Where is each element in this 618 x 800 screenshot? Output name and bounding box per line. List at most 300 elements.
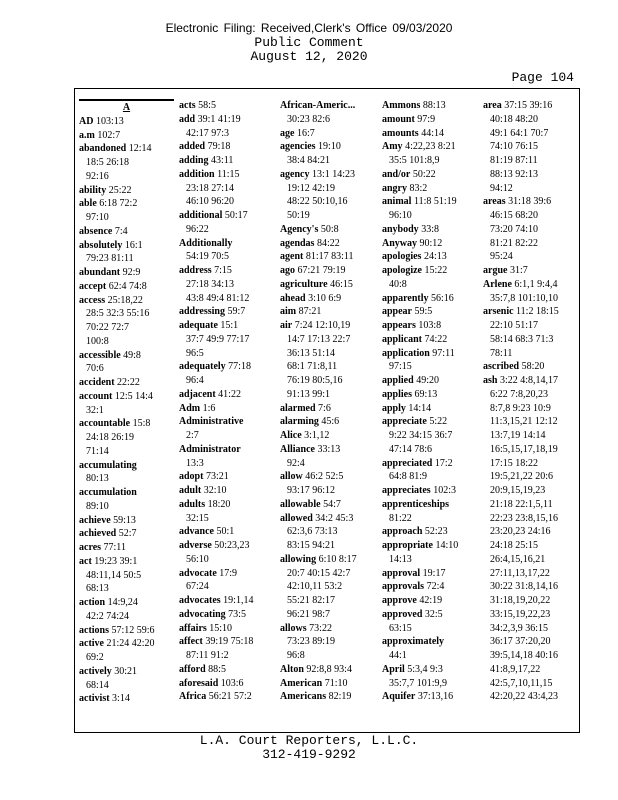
index-continuation-line: 42:20,22 43:4,23 [490,691,559,703]
index-references: 14:10 [432,540,459,551]
index-entry [382,690,477,704]
index-continuation-line: 13:7,19 14:14 [490,430,546,441]
index-word: and/or [382,168,411,180]
index-entry [382,525,477,539]
index-entry [79,239,174,253]
index-continuation-line: 2:7 [186,430,199,441]
index-references: 37:13,16 [415,691,454,703]
index-word: Alton [280,663,304,675]
index-references: 59:5 [412,306,433,318]
index-continuation-line: 46:10 96:20 [186,196,235,208]
index-entry [382,195,477,209]
index-entry [79,376,174,390]
index-word: area [483,100,502,111]
index-word: appears [382,320,416,331]
index-references: 3:1,12 [301,430,330,441]
index-references: 72:4 [424,581,445,593]
index-references: 49:8 [120,349,141,361]
index-entry [382,484,477,498]
index-entry [79,459,174,473]
index-word: accessible [79,349,121,361]
index-word: accident [79,377,115,388]
index-word: accumulation [79,487,137,498]
index-references: 102:7 [94,129,121,141]
index-references: 103:13 [93,115,124,127]
index-entry [179,154,274,168]
index-references: 97:11 [429,347,455,359]
index-word: adopt [179,471,204,483]
index-references: 16:1 [122,239,143,251]
index-continuation-line: 42:2 74:24 [86,610,130,622]
index-entry [382,113,477,127]
index-continuation-line: 40:8 [389,278,407,290]
index-continuation-line: 49:1 64:1 70:7 [490,127,549,139]
index-references: 22:22 [114,377,140,388]
index-word: Anyway [382,237,418,249]
index-entry [179,99,274,113]
index-references: 88:13 [420,100,446,111]
index-continuation-line: 37:7 49:9 77:17 [186,333,250,345]
index-references: 77:18 [225,361,251,373]
index-word: afford [179,663,206,675]
index-entry [179,360,274,374]
index-continuation-line: 27:18 34:13 [186,278,235,290]
index-word: acres [79,542,102,553]
index-entry [179,140,274,154]
index-word: amount [382,113,415,125]
index-word: AD [79,115,94,127]
index-continuation-line: 87:11 91:2 [186,650,229,661]
index-word: account [79,390,113,402]
index-references: 77:11 [101,542,126,553]
index-references: 19:10 [315,141,341,153]
index-continuation-line: 22:23 23:8,15,16 [490,512,559,524]
index-word: actively [79,665,112,677]
footer-phone: 312-419-9292 [262,747,356,762]
index-references: 74:22 [422,333,448,345]
index-references: 37:15 39:16 [501,100,553,111]
index-entry [179,237,274,251]
index-references: 7:6 [315,402,331,414]
index-entry [179,525,274,539]
document-title: Public Comment [254,35,364,50]
index-continuation-line: 42:5,7,10,11,15 [490,677,553,689]
index-continuation-line: 35:5 101:8,9 [389,155,440,166]
index-entry [382,635,477,649]
index-references: 33:13 [315,443,341,455]
index-entry [382,415,477,429]
index-word: agency [280,168,310,180]
index-references: 6:10 8:17 [316,553,357,565]
index-word: approvals [382,581,425,593]
index-references: 45:6 [318,416,340,428]
index-continuation-line: 69:2 [86,652,104,663]
index-references: 6:18 72:2 [96,198,138,210]
index-references: 21:24 42:20 [104,638,155,650]
index-references: 39:19 75:18 [202,636,254,648]
index-continuation-line: 94:12 [490,182,513,194]
index-word: addressing [179,306,225,318]
index-entry [382,374,477,388]
index-continuation-line: 35:7,7 101:9,9 [389,677,448,689]
index-continuation-line: 36:17 37:20,20 [490,636,551,648]
index-continuation-line: 39:5,14,18 40:16 [490,650,559,661]
index-continuation-line: 26:4,15,16,21 [490,553,546,565]
index-word: adequately [179,361,226,373]
index-word: approach [382,526,423,538]
index-continuation-line: 27:11,13,17,22 [490,567,550,579]
index-entry [79,142,174,156]
index-references: 14:9,24 [105,597,138,608]
index-word: added [179,141,206,153]
index-references: 11:2 18:15 [513,306,559,318]
index-references: 69:13 [412,388,438,400]
index-references: 19:1,14 [220,595,254,606]
index-references: 25:22 [106,184,132,196]
index-continuation-line: 67:24 [186,581,209,593]
index-continuation-line: 23:20,23 24:16 [490,526,551,538]
index-entry [179,402,274,416]
index-entry [382,182,477,196]
index-entry [280,677,375,691]
index-continuation-line: 96:4 [186,375,204,386]
index-references: 103:6 [218,677,244,689]
index-entry [280,168,375,182]
index-entry [280,319,375,333]
index-word: appreciates [382,485,431,496]
index-continuation-line: 35:7,8 101:10,10 [490,292,559,304]
index-references: 42:19 [416,595,443,606]
index-word: air [280,320,293,331]
index-entry [79,555,174,569]
index-continuation-line: 68:14 [86,679,109,691]
index-word: adding [179,155,209,166]
index-entry [179,113,274,127]
index-entry [280,127,375,141]
index-references: 81:17 83:11 [303,251,354,263]
index-references: 67:21 79:19 [295,265,346,276]
index-entry [382,580,477,594]
index-word: allows [280,622,307,634]
index-entry [382,99,477,113]
index-word: appear [382,306,412,318]
index-entry [382,250,477,264]
index-word: adults [179,498,206,510]
index-references: 19:17 [420,567,446,579]
index-entry [179,415,274,429]
index-entry [179,388,274,402]
index-entry [79,637,174,651]
index-word: animal [382,196,412,208]
index-word: Ammons [382,100,421,111]
index-references: 17:9 [216,567,238,579]
index-entry [280,264,375,278]
index-entry [179,567,274,581]
index-continuation-line: 88:13 92:13 [490,168,539,180]
index-entry [179,608,274,622]
index-continuation-line: 55:21 82:17 [287,595,336,606]
index-entry [79,527,174,541]
index-word: applies [382,388,413,400]
index-continuation-line: 50:19 [287,210,310,221]
index-continuation-line: 74:10 76:15 [490,141,539,153]
index-references: 49:20 [413,375,439,386]
index-references: 11:15 [214,168,240,180]
index-references: 59:7 [224,306,246,318]
index-entry [179,622,274,636]
index-word: Arlene [483,278,512,290]
index-references: 3:22 4:8,14,17 [497,375,559,386]
index-word: apparently [382,292,429,304]
index-word: add [179,113,196,125]
index-word: Administrator [179,443,241,455]
index-word: appreciate [382,416,427,428]
index-entry [382,223,477,237]
index-continuation-line: 54:19 70:5 [186,251,230,263]
index-entry [382,388,477,402]
index-references: 4:22,23 8:21 [402,141,456,153]
index-continuation-line: 18:5 26:18 [86,157,130,168]
index-entry [179,209,274,223]
index-word: aim [280,306,297,318]
index-entry [79,665,174,679]
index-entry [382,305,477,319]
index-entry [79,266,174,280]
index-entry [179,470,274,484]
index-continuation-line: 9:22 34:15 36:7 [389,430,453,441]
index-continuation-line: 32:15 [186,512,209,524]
index-entry [280,429,375,443]
index-word: Alice [280,430,302,441]
index-word: acts [179,100,196,111]
index-continuation-line: 42:17 97:3 [186,127,230,139]
footer-company: L.A. Court Reporters, L.L.C. [199,733,419,748]
index-word: act [79,555,92,567]
index-continuation-line: 47:14 78:6 [389,443,433,455]
index-continuation-line: 68:1 71:8,11 [287,361,338,373]
index-word: ahead [280,292,306,304]
index-continuation-line: 34:2,3,9 36:15 [490,622,549,634]
index-references: 31:7 [507,265,528,276]
index-word: able [79,198,97,210]
index-entry [280,305,375,319]
index-continuation-line: 20:7 40:15 42:7 [287,567,351,579]
index-references: 79:18 [205,141,231,153]
index-word: agendas [280,237,315,249]
index-references: 39:1 41:19 [195,113,241,125]
index-references: 33:8 [418,223,439,235]
index-continuation-line: 32:1 [86,404,104,416]
index-references: 12:14 [126,143,152,155]
index-word: angry [382,182,407,194]
index-references: 73:22 [306,622,332,634]
index-references: 90:12 [417,237,443,249]
index-entry [79,417,174,431]
index-references: 46:15 [327,278,353,290]
index-references: 44:14 [418,127,444,139]
index-word: active [79,638,104,650]
index-entry [79,115,174,129]
index-word: anybody [382,223,419,235]
index-references: 24:13 [421,251,447,263]
index-continuation-line: 83:15 94:21 [287,540,336,551]
index-word: absolutely [79,239,123,251]
index-entry [79,541,174,555]
index-word: affairs [179,622,207,634]
index-entry [382,140,477,154]
index-word: American [280,677,323,689]
index-continuation-line: 96:10 [389,210,412,221]
index-continuation-line: 95:24 [490,251,513,263]
index-entry [280,663,375,677]
index-word: allowing [280,553,317,565]
index-entry [280,278,375,292]
index-word: approve [382,595,417,606]
index-entry [79,486,174,500]
index-entry [382,457,477,471]
index-continuation-line: 70:22 72:7 [86,322,130,333]
index-continuation-line: 44:1 [389,650,407,661]
index-continuation-line: 46:15 68:20 [490,210,539,221]
index-word: argue [483,265,508,276]
index-continuation-line: 92:16 [86,170,109,182]
index-word: accumulating [79,459,137,471]
index-word: Administrative [179,416,244,428]
index-references: 30:21 [111,665,138,677]
index-word: alarming [280,416,319,428]
index-references: 41:22 [215,388,241,400]
index-references: 15:1 [217,320,239,331]
index-entry [382,498,477,512]
index-entry [382,333,477,347]
index-entry [280,498,375,512]
index-references: 6:1,1 9:4,4 [511,278,558,290]
index-word: achieve [79,514,111,526]
index-word: additional [179,210,223,221]
index-continuation-line: 8:7,8 9:23 10:9 [490,402,551,414]
index-entry [280,622,375,636]
index-references: 87:21 [296,306,322,318]
index-entry [382,168,477,182]
index-references: 58:20 [519,361,545,373]
index-continuation-line: 73:20 74:10 [490,223,539,235]
index-entry [382,127,477,141]
hearing-date: August 12, 2020 [250,49,368,64]
index-continuation-line: 41:8,9,17,22 [490,663,541,675]
index-entry [382,264,477,278]
word-index-box [74,88,580,733]
index-word: Additionally [179,237,233,249]
index-continuation-line: 81:19 87:11 [490,155,538,166]
index-word: African-Americ... [280,100,356,111]
index-entry [280,415,375,429]
index-references: 56:21 57:2 [206,691,252,703]
index-entry [79,184,174,198]
index-entry [382,539,477,553]
index-continuation-line: 96:22 [186,223,209,235]
index-continuation-line: 13:3 [186,457,204,469]
index-word: abandoned [79,143,127,155]
index-continuation-line: 71:14 [86,445,109,457]
index-word: agent [280,251,304,263]
index-word: Agency's [280,223,319,235]
index-word: amounts [382,127,419,139]
index-continuation-line: 38:4 84:21 [287,155,331,166]
index-references: 57:12 59:6 [109,624,155,636]
index-column-3 [280,99,375,704]
index-word: April [382,663,405,675]
index-entry [179,264,274,278]
index-references: 59:13 [110,514,136,526]
index-references: 43:11 [208,155,234,166]
index-continuation-line: 81:21 82:22 [490,237,539,249]
index-references: 32:5 [422,608,443,620]
index-continuation-line: 24:18 25:15 [490,540,539,551]
index-references: 15:22 [422,265,448,276]
index-continuation-line: 80:13 [86,473,109,485]
index-references: 62:4 74:8 [106,280,147,292]
index-word: ascribed [483,361,520,373]
index-references: 73:5 [225,608,246,620]
index-continuation-line: 96:8 [287,650,305,661]
index-entry [280,140,375,154]
index-word: absence [79,225,113,237]
index-references: 83:2 [407,182,428,194]
index-word: age [280,127,295,139]
index-references: 82:19 [326,691,352,703]
index-entry [79,514,174,528]
index-word: agriculture [280,278,328,290]
index-continuation-line: 97:10 [86,212,109,223]
index-word: advance [179,526,214,538]
index-word: agencies [280,141,316,153]
index-word: apologies [382,251,422,263]
index-entry [79,390,174,404]
index-continuation-line: 48:11,14 50:5 [86,569,142,581]
index-references: 5:3,4 9:3 [404,663,443,675]
index-entry [179,677,274,691]
index-references: 102:3 [430,485,456,496]
index-continuation-line: 63:15 [389,622,412,634]
index-references: 17:2 [432,457,453,469]
index-continuation-line: 14:13 [389,553,412,565]
index-references: 1:6 [200,402,216,414]
index-continuation-line: 31:18,19,20,22 [490,595,551,606]
index-continuation-line: 81:22 [389,512,412,524]
index-references: 88:5 [205,663,226,675]
index-references: 54:7 [320,498,341,510]
index-entry [79,280,174,294]
index-references: 56:16 [428,292,454,304]
index-word: apologize [382,265,422,276]
index-word: Aquifer [382,691,416,703]
index-continuation-line: 42:10,11 53:2 [287,581,343,593]
page-number: Page 104 [511,70,574,85]
index-column-4 [382,99,477,704]
index-word: arsenic [483,306,514,318]
index-continuation-line: 93:17 96:12 [287,485,336,496]
index-references: 19:23 39:1 [91,555,138,567]
index-entry [79,294,174,308]
index-references: 3:14 [109,693,130,705]
index-entry [280,470,375,484]
index-entry [382,402,477,416]
index-word: addition [179,168,215,180]
index-word: allowable [280,498,321,510]
index-word: adjacent [179,388,216,400]
index-references: 46:2 52:5 [302,471,344,483]
index-continuation-line: 17:15 18:22 [490,457,539,469]
